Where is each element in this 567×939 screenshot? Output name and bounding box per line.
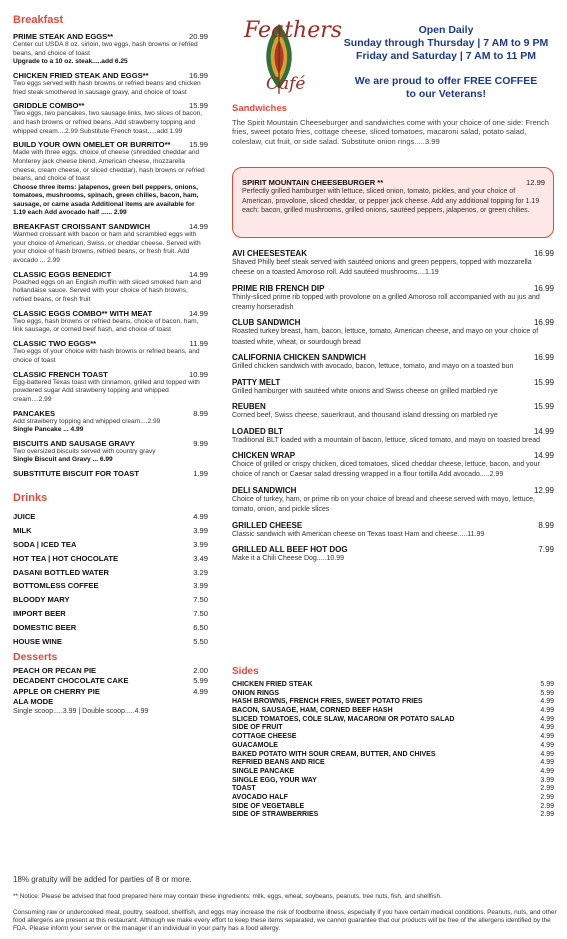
menu-item-name: HOT TEA | HOT CHOCOLATE	[13, 553, 119, 563]
menu-item-price: 3.49	[193, 553, 208, 563]
menu-item-name: BAKED POTATO WITH SOUR CREAM, BUTTER, AND CHIVES	[232, 750, 436, 758]
menu-item-name: BLOODY MARY	[13, 595, 70, 605]
menu-item-row	[232, 690, 554, 697]
menu-item-row	[232, 353, 554, 362]
menu-item-name: CLASSIC EGGS BENEDICT	[13, 269, 112, 279]
menu-item-name: CLASSIC EGGS COMBO** WITH MEAT	[13, 308, 153, 318]
menu-item-price: 16.99	[533, 283, 554, 293]
menu-item-name: JUICE	[13, 512, 36, 522]
menu-item-price: 12.99	[533, 485, 554, 495]
menu-item-row	[13, 676, 208, 685]
menu-item	[13, 339, 208, 365]
menu-item	[232, 777, 554, 784]
menu-item	[13, 666, 208, 675]
menu-item-name: DELI SANDWICH	[232, 485, 297, 495]
menu-item-name: SINGLE PANCAKE	[232, 767, 295, 775]
menu-item-desc: Made with three eggs, choice of cheese (shredded cheddar and Monterey jack cheese blend, American cheese, mozzarella cheese, cream cheese, or sliced cheddar), hash browns or refried beans, and choice of toast	[13, 149, 205, 183]
menu-item-row	[13, 697, 208, 706]
gratuity-note: 18% gratuity will be added for parties of 8 or more.	[13, 875, 192, 884]
menu-item-name: REFRIED BEANS AND RICE	[232, 759, 325, 767]
menu-item-price: 15.99	[533, 402, 554, 412]
menu-item-row	[13, 439, 208, 448]
menu-item-name: CLASSIC TWO EGGS**	[13, 339, 97, 349]
menu-item	[232, 716, 554, 723]
menu-item-price: 6.50	[193, 623, 208, 632]
menu-item-row	[232, 803, 554, 810]
featured-item-desc: Perfectly grilled hamburger with lettuce, sliced onion, tomato, pickles, and your choice of American, provolone, sliced cheddar, or pepper jack cheese. Add any additional topping for 1.19 each: bacon, grilled mushrooms, grilled onions, sautéed peppers, jalapenos, or green chilies.	[242, 188, 540, 214]
menu-item-desc: Choice of grilled or crispy chicken, diced tomatoes, sliced cheddar cheese, lettuce, bacon, and your choice of ranch or Caesar salad dressing wrapped in a flour tortilla Add avocado.....2.99	[232, 461, 540, 479]
menu-item-row	[232, 427, 554, 436]
menu-item-name: CLASSIC FRENCH TOAST	[13, 369, 108, 379]
menu-item	[13, 439, 208, 465]
menu-item-row	[13, 568, 208, 577]
menu-item-name: GUACAMOLE	[232, 741, 278, 749]
menu-item	[232, 707, 554, 714]
menu-item-price: 8.99	[538, 520, 554, 530]
menu-item-price: 11.99	[189, 339, 208, 349]
menu-item-extra: Single Pancake ... 4.99	[13, 426, 84, 434]
menu-item-price: 2.00	[193, 665, 208, 675]
menu-item	[232, 284, 554, 313]
menu-item-price: 1.99	[193, 469, 208, 479]
menu-item-name: REUBEN	[232, 402, 266, 412]
menu-item-name: ONION RINGS	[232, 689, 280, 697]
menu-item	[232, 486, 554, 515]
veterans-line-1: We are proud to offer FREE COFFEE	[354, 75, 538, 87]
menu-item-name: PRIME STEAK AND EGGS**	[13, 32, 114, 41]
menu-item-desc: Grilled chicken sandwich with avocado, bacon, lettuce, tomato, and mayo on a toasted bun	[232, 363, 514, 371]
menu-item-price: 3.99	[540, 776, 554, 784]
sandwiches-list	[232, 249, 554, 570]
menu-item-row	[232, 249, 554, 258]
menu-item	[232, 249, 554, 278]
menu-item-row	[13, 222, 208, 231]
menu-item-row	[232, 545, 554, 554]
menu-item-name: GRIDDLE COMBO**	[13, 101, 85, 111]
menu-item	[232, 742, 554, 749]
menu-item-price: 4.99	[540, 767, 554, 775]
menu-item-desc: Make it a Chili Cheese Dog.....10.99	[232, 555, 345, 563]
menu-item-name: BOTTOMLESS COFFEE	[13, 581, 99, 591]
menu-item-price: 3.99	[193, 539, 208, 549]
menu-item-price: 5.99	[540, 689, 554, 697]
menu-item-row	[13, 609, 208, 618]
menu-item-name: BACON, SAUSAGE, HAM, CORNED BEEF HASH	[232, 707, 393, 715]
menu-item-desc: Two eggs, two pancakes, two sausage links, two slices of bacon, and hash browns or refried beans. Add strawberry topping and whipped cream....2.99 Substitute French toast.....add 1.99	[13, 110, 203, 135]
menu-item-row	[232, 521, 554, 530]
menu-item-desc: Two eggs, hash browns or refried beans, choice of bacon, ham, link sausage, or corned beef hash, and choice of toast	[13, 317, 199, 334]
menu-item-name: SINGLE EGG, YOUR WAY	[232, 776, 317, 784]
breakfast-heading: Breakfast	[13, 14, 64, 26]
menu-item-extra: Single Biscuit and Gravy ... 6.99	[13, 456, 113, 464]
menu-item-row	[232, 716, 554, 723]
menu-item-price: 4.99	[540, 707, 554, 715]
featured-item-price: 12.99	[525, 178, 545, 187]
menu-item-name: CHICKEN WRAP	[232, 451, 296, 461]
menu-item-desc: Poached eggs on an English muffin with sliced smoked ham and hollandaise sauce. Served with your choice of hash browns, refried beans, or fresh fruit	[13, 278, 202, 303]
menu-item-name: SIDE OF STRAWBERRIES	[232, 811, 319, 819]
menu-item-row	[13, 687, 208, 696]
breakfast-list	[13, 32, 208, 478]
menu-item	[232, 785, 554, 792]
menu-item-row	[13, 309, 208, 318]
menu-item	[13, 101, 208, 136]
menu-item	[232, 698, 554, 705]
allergen-notice: ** Notice: Please be advised that food prepared here may contain these ingredients: milk, eggs, wheat, soybeans, peanuts, tree nuts, fish, and shellfish.	[13, 893, 442, 900]
menu-item	[13, 270, 208, 305]
menu-item-price: 4.99	[193, 512, 208, 522]
menu-item-extra: Upgrade to a 10 oz. steak.....add 6.25	[13, 58, 128, 66]
menu-item	[13, 32, 208, 67]
menu-item-price: 15.99	[188, 101, 208, 111]
sandwiches-heading: Sandwiches	[232, 103, 287, 114]
sandwiches-intro: The Spirit Mountain Cheeseburger and sandwiches come with your choice of one side: French fries, sweet potato fries, cottage cheese, sliced tomatoes, macaroni salad, potato salad, coleslaw, cut fruit, or side salad. Substitute onion rings.....3.99	[232, 118, 549, 146]
menu-item-desc: Warmed croissant with bacon or ham and scrambled eggs with your choice of American, Swiss, or cheddar cheese. Served with your choice of hash browns, refried beans, or fresh fruit. Add avocado ... 2.99	[13, 231, 201, 265]
menu-item-name: IMPORT BEER	[13, 609, 66, 619]
menu-item-row	[13, 469, 208, 478]
desserts-list	[13, 666, 208, 707]
menu-item-row	[13, 595, 208, 604]
menu-item-price: 4.99	[540, 741, 554, 749]
menu-item-name: SUBSTITUTE BISCUIT FOR TOAST	[13, 469, 140, 479]
menu-item	[13, 637, 208, 646]
menu-item-desc: Two eggs served with hash browns or refried beans and chicken fried steak smothered in sausage gravy, and choice of toast	[13, 79, 201, 96]
menu-item	[232, 681, 554, 688]
foodborne-warning: Consuming raw or undercooked meat, poultry, seafood, shellfish, and eggs may increase the risk of foodborne illness, especially if you have certain medical conditions. Peanuts, nuts, and other food allergens are present at this restaurant. Although we make every effort to keep these items separated, we cannot guarantee that our products will be free of the allergens identified by the FDA. Please inform your server or the manager if an individual in your party has a food allergy.	[13, 909, 557, 932]
menu-item	[13, 370, 208, 405]
menu-item	[13, 71, 208, 97]
menu-item	[232, 768, 554, 775]
menu-item-row	[13, 409, 208, 418]
menu-item-price: 16.99	[533, 249, 554, 258]
menu-item-name: SIDE OF FRUIT	[232, 724, 283, 732]
menu-item-row	[232, 768, 554, 775]
menu-item-row	[232, 724, 554, 731]
menu-item-name: CALIFORNIA CHICKEN SANDWICH	[232, 353, 366, 363]
menu-item-price: 5.99	[193, 676, 208, 686]
featured-item-name: SPIRIT MOUNTAIN CHEESEBURGER **	[242, 178, 384, 187]
menu-item	[13, 581, 208, 590]
menu-item	[232, 751, 554, 758]
menu-item-name: PANCAKES	[13, 408, 56, 418]
menu-item-row	[232, 402, 554, 411]
menu-item-name: BISCUITS AND SAUSAGE GRAVY	[13, 438, 135, 448]
menu-item-price: 20.99	[188, 32, 208, 41]
menu-item-row	[232, 785, 554, 792]
menu-item-name: PEACH OR PECAN PIE	[13, 665, 97, 675]
menu-item	[232, 690, 554, 697]
featured-cheeseburger-box	[232, 167, 554, 238]
menu-item-name: SIDE OF VEGETABLE	[232, 802, 305, 810]
menu-item-row	[13, 554, 208, 563]
menu-item-name: BUILD YOUR OWN OMELET OR BURRITO**	[13, 140, 171, 150]
menu-item-row	[13, 637, 208, 646]
menu-item-row	[13, 526, 208, 535]
menu-item-name: GRILLED CHEESE	[232, 520, 303, 530]
menu-item-row	[232, 759, 554, 766]
menu-item-name: DECADENT CHOCOLATE CAKE	[13, 676, 129, 686]
drinks-heading: Drinks	[13, 492, 48, 505]
menu-item-name: DOMESTIC BEER	[13, 623, 77, 632]
menu-item-name: COTTAGE CHEESE	[232, 733, 297, 741]
menu-item-row	[232, 733, 554, 740]
menu-item-row	[232, 318, 554, 327]
menu-item	[13, 309, 208, 335]
drinks-list	[13, 512, 208, 646]
menu-item-row	[13, 540, 208, 549]
menu-item-row	[232, 751, 554, 758]
menu-item-name: ALA MODE	[13, 697, 54, 707]
menu-item	[13, 676, 208, 685]
menu-item-price: 16.99	[533, 318, 554, 328]
menu-item-price: 4.99	[540, 733, 554, 741]
menu-item	[232, 353, 554, 372]
hours-open-daily: Open Daily	[418, 24, 474, 36]
menu-item-row	[13, 623, 208, 632]
menu-item-desc: Center cut USDA 8 oz. sirloin, two eggs, hash browns or refried beans, and choice of toast	[13, 41, 198, 57]
menu-item-price: 5.99	[540, 681, 554, 688]
menu-item	[13, 540, 208, 549]
menu-item-name: SLICED TOMATOES, COLE SLAW, MACARONI OR POTATO SALAD	[232, 715, 455, 723]
menu-item-name: GRILLED ALL BEEF HOT DOG	[232, 545, 348, 555]
menu-item	[232, 803, 554, 810]
menu-item-price: 2.99	[540, 793, 554, 801]
menu-item-name: LOADED BLT	[232, 426, 283, 436]
menu-item-name: DASANI BOTTLED WATER	[13, 567, 110, 577]
menu-item-price: 4.99	[193, 686, 208, 696]
menu-item-price: 7.99	[538, 545, 554, 555]
logo-title: Feathers	[244, 18, 343, 43]
veterans-line-2: to our Veterans!	[406, 88, 486, 100]
menu-item-price: 4.99	[540, 724, 554, 732]
menu-item	[13, 687, 208, 696]
menu-item-price: 4.99	[540, 750, 554, 758]
menu-item-desc: Two oversized biscuits served with country gravy	[13, 447, 156, 455]
menu-item-extra: Choose three items: jalapenos, green bell peppers, onions, tomatoes, mushrooms, spinach, green chilies, bacon, ham, sausage, or carne asada Additional items are available for 1.19 each Add avocado half ...... 2.99	[13, 183, 199, 217]
menu-item-row	[232, 698, 554, 705]
menu-item	[232, 811, 554, 818]
menu-item-desc: Two eggs of your choice with hash browns or refried beans, and choice of toast	[13, 348, 200, 364]
menu-item-price: 3.29	[193, 567, 208, 577]
menu-item-row	[13, 512, 208, 521]
menu-item-price: 15.99	[188, 140, 208, 150]
menu-item-price: 10.99	[188, 369, 208, 379]
menu-item-row	[232, 811, 554, 818]
hours-fri-sat: Friday and Saturday | 7 AM to 11 PM	[356, 50, 536, 62]
menu-item-price: 8.99	[193, 408, 208, 418]
menu-item	[232, 545, 554, 564]
menu-item-price: 4.99	[540, 759, 554, 767]
menu-item	[232, 724, 554, 731]
menu-item-price: 14.99	[188, 308, 208, 318]
hours-block	[335, 24, 557, 101]
menu-item-name: MILK	[13, 526, 32, 536]
menu-item	[13, 595, 208, 604]
menu-item-name: HOUSE WINE	[13, 636, 62, 646]
menu-item-row	[232, 681, 554, 688]
menu-item-row	[13, 581, 208, 590]
menu-item-price: 16.99	[188, 70, 208, 80]
menu-item-desc: Egg-battered Texas toast with cinnamon, grilled and topped with powdered sugar Add strawberry topping and whipped cream....2.99	[13, 378, 200, 403]
menu-item-price: 4.99	[540, 715, 554, 723]
menu-item	[13, 554, 208, 563]
menu-item-desc: Grilled hamburger with sautéed white onions and Swiss cheese on grilled marbled rye	[232, 387, 498, 395]
menu-item-row	[13, 370, 208, 379]
menu-item	[13, 469, 208, 478]
menu-item-row	[13, 666, 208, 675]
menu-item-desc: Shaved Philly beef steak served with sautéed onions and green peppers, topped with mozzarella cheese on a toasted Amoroso roll. Add sautéed mushrooms....1.19	[232, 259, 532, 277]
menu-item-price: 15.99	[533, 377, 554, 387]
menu-item-name: PATTY MELT	[232, 377, 281, 387]
menu-item	[232, 378, 554, 397]
menu-item-row	[13, 140, 208, 149]
menu-item-row	[13, 71, 208, 80]
menu-item-name: CHICKEN FRIED STEAK	[232, 681, 313, 688]
menu-item-name: AVOCADO HALF	[232, 793, 288, 801]
menu-item-row	[13, 32, 208, 41]
menu-item	[13, 409, 208, 435]
menu-item-name: HASH BROWNS, FRENCH FRIES, SWEET POTATO FRIES	[232, 698, 423, 706]
menu-item	[13, 222, 208, 265]
menu-item	[13, 526, 208, 535]
menu-item-row	[232, 794, 554, 801]
menu-item-desc: Classic sandwich with American cheese on Texas toast Ham and cheese.....11.99	[232, 530, 485, 538]
menu-item-row	[232, 451, 554, 460]
menu-item	[13, 140, 208, 218]
menu-item-desc: Roasted turkey breast, ham, bacon, lettuce, tomato, American cheese, and mayo on your choice of toasted white, wheat, or sourdough bread	[232, 328, 539, 346]
menu-item-price: 7.50	[193, 609, 208, 619]
menu-item	[232, 402, 554, 421]
left-column	[13, 14, 208, 716]
menu-item-row	[232, 742, 554, 749]
menu-item-price: 4.99	[540, 698, 554, 706]
menu-item-price: 14.99	[533, 426, 554, 436]
menu-item-price: 16.99	[533, 353, 554, 363]
menu-item-price: 2.99	[540, 785, 554, 793]
menu-item-row	[232, 378, 554, 387]
menu-item-row	[232, 707, 554, 714]
menu-item-name: AVI CHEESESTEAK	[232, 249, 307, 258]
menu-item-price: 3.99	[193, 526, 208, 536]
menu-item-desc: Traditional BLT loaded with a mountain of bacon, lettuce, sliced tomato, and mayo on toasted bread	[232, 436, 541, 444]
logo-subtitle: Café	[266, 74, 306, 94]
menu-item-name: SODA | ICED TEA	[13, 539, 77, 549]
menu-item	[232, 427, 554, 446]
menu-item-desc: Choice of turkey, ham, or prime rib on your choice of bread and cheese served with mayo, lettuce, tomato, onion, and pickle slices	[232, 495, 535, 514]
menu-item-row	[13, 101, 208, 110]
sides-section	[232, 666, 554, 820]
menu-item	[232, 521, 554, 540]
menu-item-price: 14.99	[188, 269, 208, 279]
menu-item-desc: Thinly-sliced prime rib topped with provolone on a grilled Amoroso roll accompanied with au jus and creamy horseradish	[232, 293, 540, 311]
menu-item	[13, 697, 208, 706]
menu-item	[232, 794, 554, 801]
menu-item-price: 7.50	[193, 595, 208, 605]
menu-item	[232, 733, 554, 740]
menu-item-price: 14.99	[533, 451, 554, 461]
menu-item-name: APPLE OR CHERRY PIE	[13, 686, 100, 696]
menu-item-row	[13, 339, 208, 348]
menu-item-row	[232, 777, 554, 784]
menu-item-price: 14.99	[188, 222, 208, 232]
menu-item-desc: Add strawberry topping and whipped cream....2.99	[13, 417, 161, 425]
menu-item-price: 2.99	[540, 811, 554, 819]
menu-item	[232, 759, 554, 766]
menu-item	[232, 318, 554, 347]
menu-item-name: CLUB SANDWICH	[232, 318, 301, 328]
feathers-cafe-logo	[232, 14, 343, 100]
menu-item-price: 9.99	[193, 438, 208, 448]
hours-sun-thu: Sunday through Thursday | 7 AM to 9 PM	[343, 37, 549, 49]
menu-item-name: PRIME RIB FRENCH DIP	[232, 283, 325, 293]
menu-item	[13, 512, 208, 521]
dessert-scoops: Single scoop.....3.99 | Double scoop.....4.99	[13, 707, 149, 715]
menu-item	[232, 451, 554, 480]
menu-item	[13, 609, 208, 618]
sides-list	[232, 681, 554, 818]
menu-item	[13, 568, 208, 577]
menu-item-name: TOAST	[232, 785, 256, 793]
menu-item-price: 5.50	[193, 636, 208, 646]
menu-item-row	[232, 486, 554, 495]
menu-item	[13, 623, 208, 632]
menu-item-row	[13, 270, 208, 279]
menu-item-name: CHICKEN FRIED STEAK AND EGGS**	[13, 70, 149, 80]
sides-heading: Sides	[232, 666, 259, 677]
menu-item-price: 3.99	[193, 581, 208, 591]
menu-item-desc: Corned beef, Swiss cheese, sauerkraut, and thousand island dressing on marbled rye	[232, 412, 498, 420]
menu-item-price: 2.99	[540, 802, 554, 810]
desserts-heading: Desserts	[13, 650, 58, 663]
menu-item-row	[232, 284, 554, 293]
menu-item-name: BREAKFAST CROISSANT SANDWICH	[13, 222, 151, 232]
